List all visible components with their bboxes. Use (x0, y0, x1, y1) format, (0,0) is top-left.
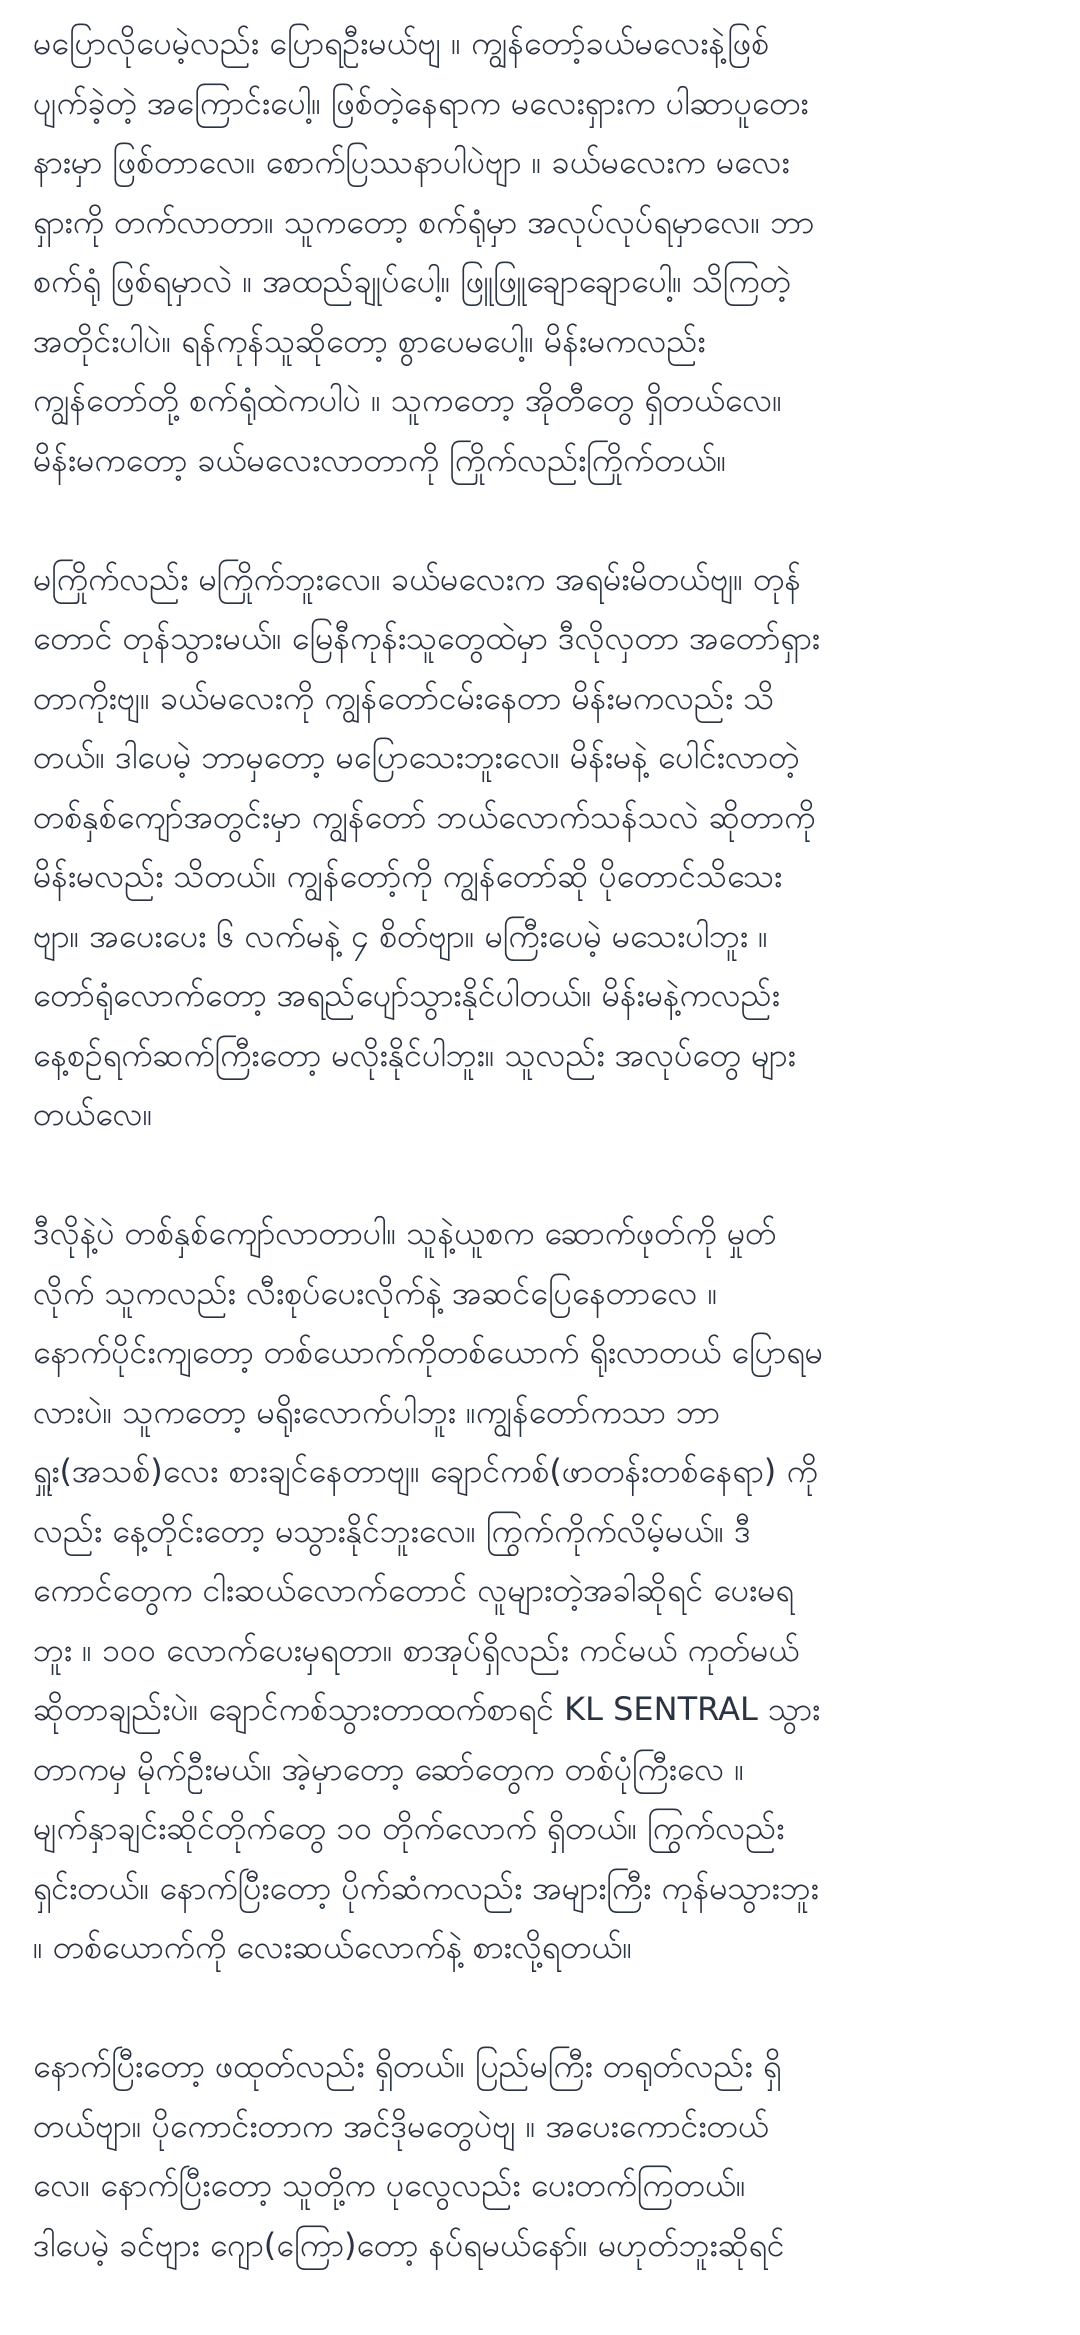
article-body (33, 14, 1053, 2335)
paragraph-1: မပြောလိုပေမဲ့လည်း ပြောရဦးမယ်ဗျ ။ ကျွန်တော့်ခယ်မလေးနဲ့ဖြစ် ပျက်ခဲ့တဲ့ အကြောင်းပေါ့။ ဖြစ်တဲ့နေရာက မလေးရှားက ပါဆာပူတေး နားမှာ ဖြစ်တာလေ။ စောက်ပြဿနာပါပဲဗျာ ။ ခယ်မလေးက မလေး ရှားကို တက်လာတာ။ သူကတော့ စက်ရုံမှာ အလုပ်လုပ်ရမှာလေ။ ဘာ စက်ရုံ ဖြစ်ရမှာလဲ ။ အထည်ချုပ်ပေါ့။ ဖြူဖြူချောချောပေါ့။ သိကြတဲ့ အတိုင်းပါပဲ။ ရန်ကုန်သူဆိုတော့ စွာပေမပေါ့။ မိန်းမကလည်း ကျွန်တော်တို့ စက်ရုံထဲကပါပဲ ။ သူကတော့ အိုတီတွေ ရှိတယ်လေ။ မိန်းမကတော့ ခယ်မလေးလာတာကို ကြိုက်လည်းကြိုက်တယ်။ (33, 24, 815, 479)
paragraph-4: နောက်ပြီးတော့ ဖထုတ်လည်း ရှိတယ်။ ပြည်မကြီး တရုတ်လည်း ရှိ တယ်ဗျာ။ ပိုကောင်းတာက အင်ဒိုမတွေပဲဗျ ။ အပေးကောင်းတယ် လေ။ နောက်ပြီးတော့ သူတို့က ပုလွေလည်း ပေးတက်ကြတယ်။ ဒါပေမဲ့ ခင်ဗျား ဂျော(ကြော)တော့ နပ်ရမယ်နော်။ မဟုတ်ဘူးဆိုရင် (33, 2047, 785, 2264)
paragraph-2: မကြိုက်လည်း မကြိုက်ဘူးလေ။ ခယ်မလေးက အရမ်းမိတယ်ဗျ။ တုန် တောင် တုန်သွားမယ်။ မြေနီကုန်းသူတွေထဲမှာ ဒီလိုလှတာ အတော်ရှား တာကိုးဗျ။ ခယ်မလေးကို ကျွန်တော်ငမ်းနေတာ မိန်းမကလည်း သိ တယ်။ ဒါပေမဲ့ ဘာမှတော့ မပြောသေးဘူးလေ။ မိန်းမနဲ့ ပေါင်းလာတဲ့ တစ်နှစ်ကျော်အတွင်းမှာ ကျွန်တော် ဘယ်လောက်သန်သလဲ ဆိုတာကို မိန်းမလည်း သိတယ်။ ကျွန်တော့်ကို ကျွန်တော်ဆို ပိုတောင်သိသေး ဗျာ။ အပေးပေး ၆ လက်မနဲ့ ၄ စိတ်ဗျာ။ မကြီးပေမဲ့ မသေးပါဘူး ။ တော်ရုံလောက်တော့ အရည်ပျော်သွားနိုင်ပါတယ်။ မိန်းမနဲ့ကလည်း နေ့စဉ်ရက်ဆက်ကြီးတော့ မလိုးနိုင်ပါဘူး။ သူလည်း အလုပ်တွေ များ တယ်လေ။ (33, 559, 820, 1133)
paragraph-3: ဒီလိုနဲ့ပဲ တစ်နှစ်ကျော်လာတာပါ။ သူနဲ့ယူစက ဆောက်ဖုတ်ကို မှုတ် လိုက် သူကလည်း လီးစုပ်ပေးလိုက်နဲ့ အဆင်ပြေနေတာလေ ။ နောက်ပိုင်းကျတော့ တစ်ယောက်ကိုတစ်ယောက် ရိုးလာတယ် ပြောရမ လားပဲ။ သူကတော့ မရိုးလောက်ပါဘူး ။ကျွန်တော်ကသာ ဘာ ရှူး(အသစ်)လေး စားချင်နေတာဗျ။ ချောင်ကစ်(ဖာတန်းတစ်နေရာ) ကို လည်း နေ့တိုင်းတော့ မသွားနိုင်ဘူးလေ။ ကြွက်ကိုက်လိမ့်မယ်။ ဒီ ကောင်တွေက ငါးဆယ်လောက်တောင် လူများတဲ့အခါဆိုရင် ပေးမရ ဘူး ။ ၁၀၀ လောက်ပေးမှရတာ။ စာအုပ်ရှိလည်း ကင်မယ် ကုတ်မယ် ဆိုတာချည်းပဲ။ ချောင်ကစ်သွားတာထက်စာရင် KL SENTRAL သွား တာကမှ မိုက်ဦးမယ်။ အဲ့မှာတော့ ဆော်တွေက တစ်ပုံကြီးလေ ။ မျက်နှာချင်းဆိုင်တိုက်တွေ ၁၀ တိုက်လောက် ရှိတယ်။ ကြွက်လည်း ရှင်းတယ်။ နောက်ပြီးတော့ ပိုက်ဆံကလည်း အများကြီး ကုန်မသွားဘူး ။ တစ်ယောက်ကို လေးဆယ်လောက်နဲ့ စားလို့ရတယ်။ (33, 1214, 823, 1966)
